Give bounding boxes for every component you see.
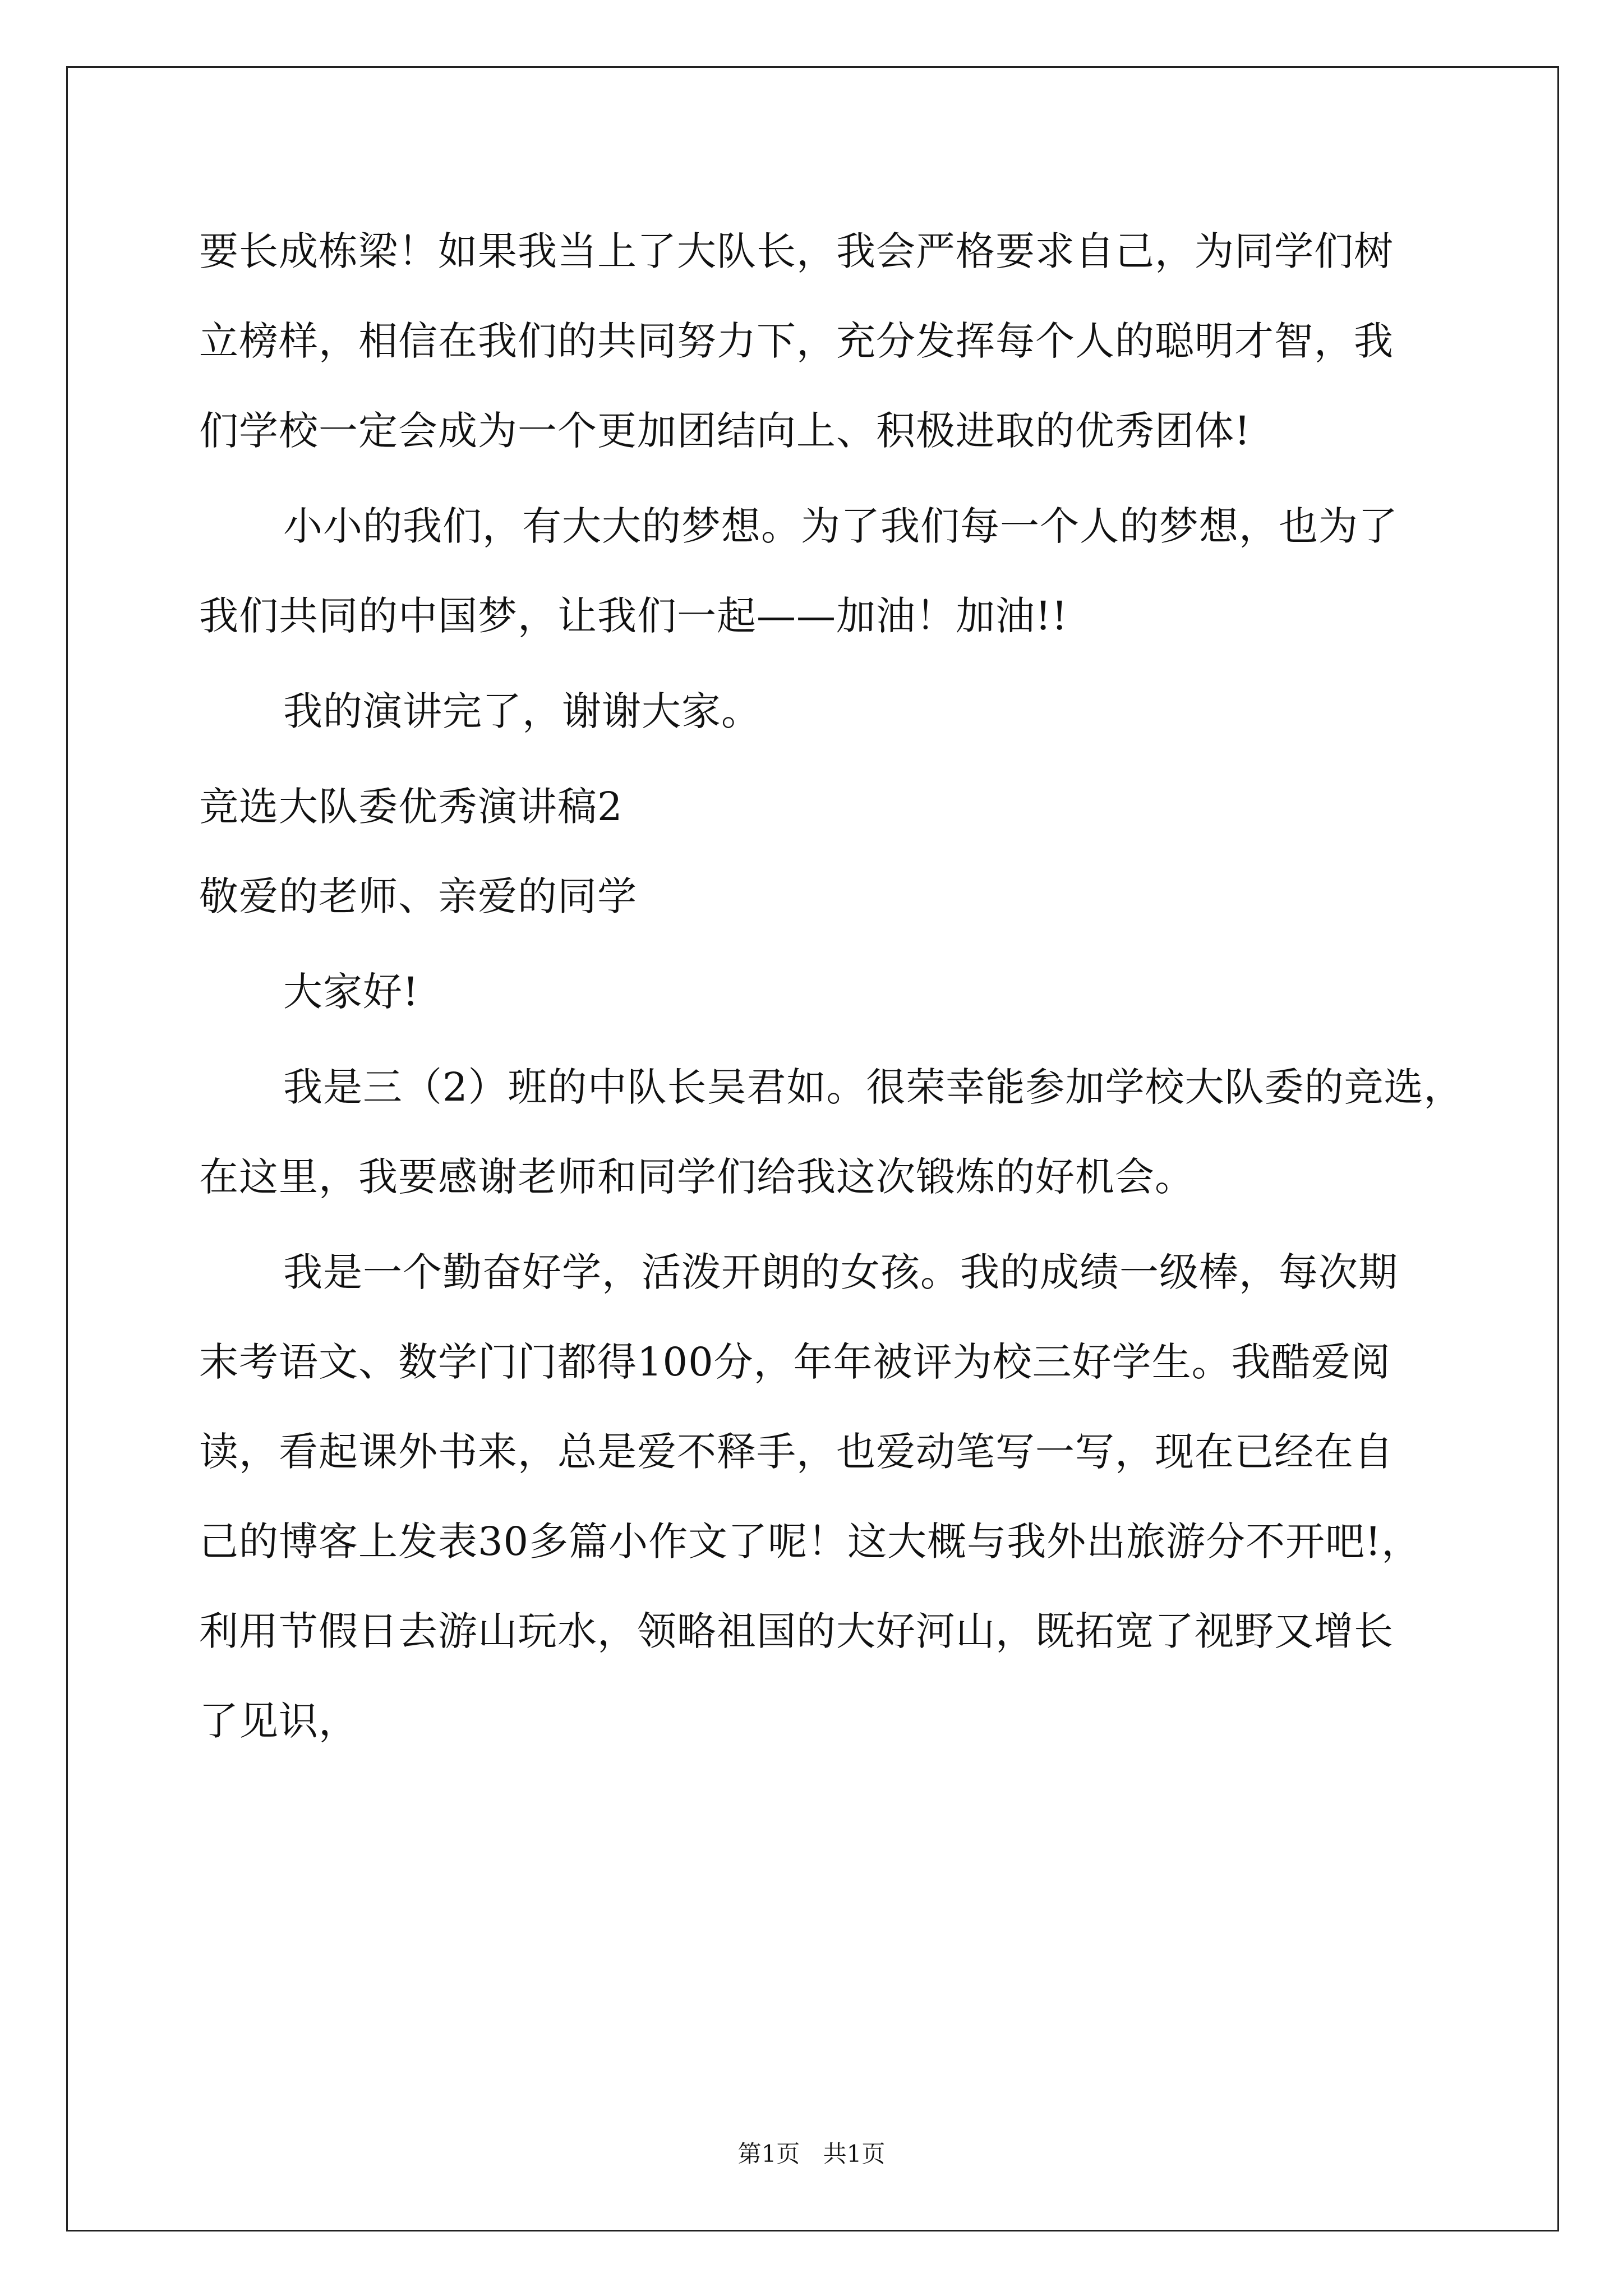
- paragraph-line: 们学校一定会成为一个更加团结向上、积极进取的优秀团体!: [199, 408, 1251, 454]
- salutation: 敬爱的老师、亲爱的同学: [199, 873, 637, 919]
- paragraph-line: 我是一个勤奋好学，活泼开朗的女孩。我的成绩一级棒，每次期: [283, 1249, 1398, 1295]
- page-total: 共1页: [823, 2140, 886, 2168]
- page-footer: [0, 2138, 1623, 2170]
- paragraph-line: 我是三（2）班的中队长吴君如。很荣幸能参加学校大队委的竞选，: [283, 1064, 1464, 1110]
- paragraph-line: 了见识，: [199, 1698, 358, 1744]
- paragraph-line: 我们共同的中国梦，让我们一起——加油！加油!!: [199, 593, 1068, 639]
- paragraph-line: 要长成栋梁！如果我当上了大队长，我会严格要求自己，为同学们树: [199, 228, 1394, 274]
- paragraph-line: 利用节假日去游山玩水，领略祖国的大好河山，既拓宽了视野又增长: [199, 1608, 1394, 1654]
- paragraph-line: 在这里，我要感谢老师和同学们给我这次锻炼的好机会。: [199, 1154, 1195, 1200]
- paragraph-line: 立榜样，相信在我们的共同努力下，充分发挥每个人的聪明才智，我: [199, 318, 1394, 364]
- page-number: 第1页: [737, 2140, 800, 2168]
- page-border: [66, 66, 1559, 2231]
- paragraph-line: 我的演讲完了，谢谢大家。: [283, 688, 761, 734]
- paragraph-line: 读，看起课外书来，总是爱不释手，也爱动笔写一写，现在已经在自: [199, 1429, 1394, 1475]
- greeting: 大家好!: [283, 969, 419, 1015]
- paragraph-line: 己的博客上发表30多篇小作文了呢！这大概与我外出旅游分不开吧!，: [199, 1519, 1422, 1565]
- paragraph-line: 末考语文、数学门门都得100分，年年被评为校三好学生。我酷爱阅: [199, 1339, 1391, 1385]
- section-title: 竞选大队委优秀演讲稿2: [199, 784, 623, 830]
- paragraph-line: 小小的我们，有大大的梦想。为了我们每一个人的梦想，也为了: [283, 503, 1398, 549]
